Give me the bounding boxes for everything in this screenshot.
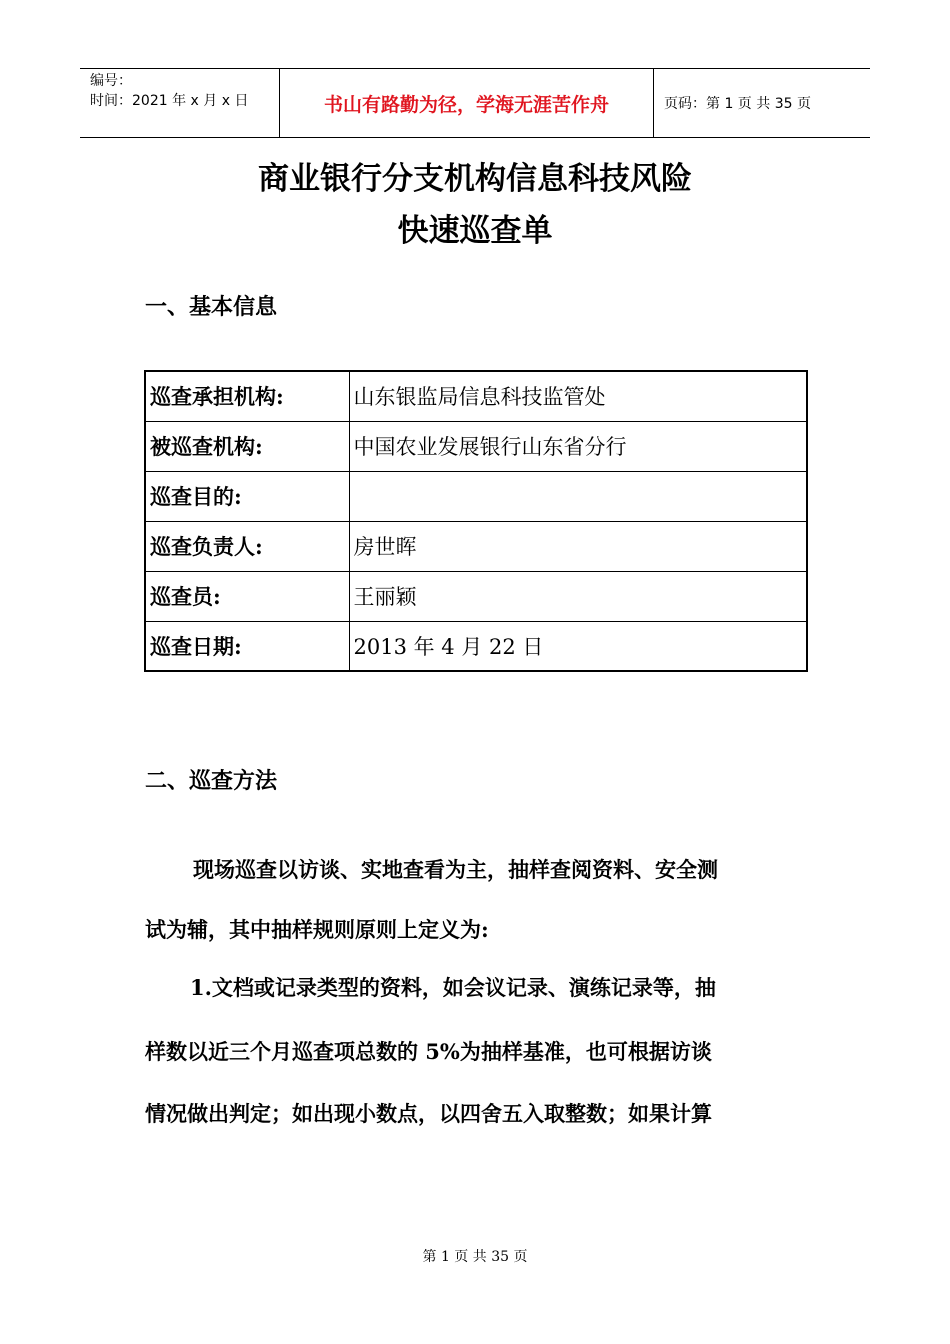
table-row: [145, 621, 807, 671]
table-row: [145, 571, 807, 621]
paragraph-line: 试为辅，其中抽样规则原则上定义为:: [145, 917, 489, 942]
table-row: [145, 421, 807, 471]
row-key: 巡查承担机构:: [145, 371, 349, 421]
document-title-line1: 商业银行分支机构信息科技风险: [258, 161, 692, 197]
header-page-info: 页码：第 1 页 共 35 页: [664, 96, 811, 112]
row-value: 中国农业发展银行山东省分行: [349, 421, 807, 471]
row-key: 巡查目的:: [145, 471, 349, 521]
row-value: 房世晖: [349, 521, 807, 571]
document-title-line2: 快速巡查单: [397, 213, 553, 249]
row-key: 巡查员:: [145, 571, 349, 621]
row-key: 巡查日期:: [145, 621, 349, 671]
header-number: 编号：: [90, 73, 132, 89]
row-value: 山东银监局信息科技监管处: [349, 371, 807, 421]
paragraph-line: 现场巡查以访谈、实地查看为主，抽样查阅资料、安全测: [193, 857, 718, 882]
paragraph-line: 情况做出判定；如出现小数点，以四舍五入取整数；如果计算: [145, 1101, 712, 1126]
page-footer: 第 1 页 共 35 页: [422, 1249, 528, 1265]
header-meta: [80, 69, 280, 137]
basic-info-table: [144, 370, 808, 672]
page-header: [80, 68, 870, 138]
row-key: 被巡查机构:: [145, 421, 349, 471]
table-row: [145, 471, 807, 521]
section-heading-basic-info: 一、基本信息: [145, 295, 278, 320]
row-value: 2013 年 4 月 22 日: [349, 621, 807, 671]
paragraph-line: 1.文档或记录类型的资料，如会议记录、演练记录等，抽: [190, 975, 716, 1000]
row-key: 巡查负责人:: [145, 521, 349, 571]
header-motto: 书山有路勤为径，学海无涯苦作舟: [280, 69, 654, 137]
header-time: 时间：2021 年 x 月 x 日: [90, 93, 249, 109]
table-row: [145, 521, 807, 571]
table-row: [145, 371, 807, 421]
row-value: [349, 471, 807, 521]
row-value: 王丽颖: [349, 571, 807, 621]
section-heading-method: 二、巡查方法: [145, 769, 278, 794]
paragraph-line: 样数以近三个月巡查项总数的 5%为抽样基准，也可根据访谈: [145, 1039, 712, 1064]
